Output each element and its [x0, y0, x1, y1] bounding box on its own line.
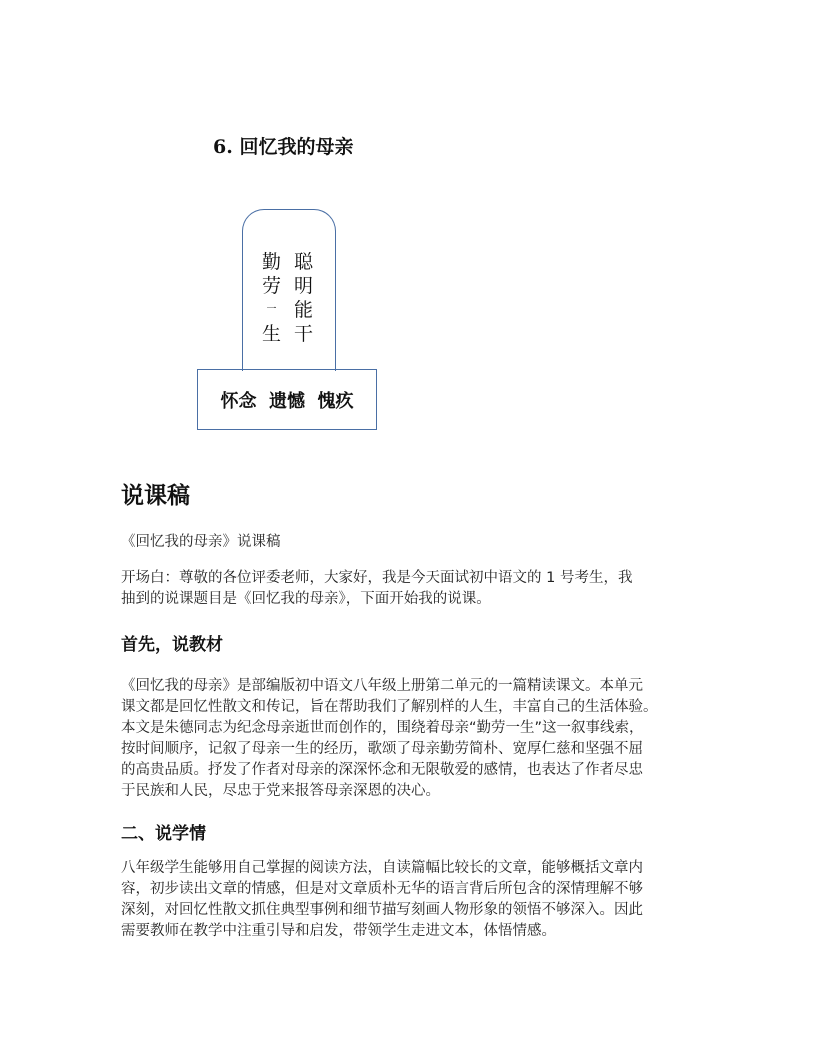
paragraph-line: 开场白：尊敬的各位评委老师，大家好，我是今天面试初中语文的 1 号考生，我	[121, 570, 633, 586]
section-heading-textbook: 首先，说教材	[121, 635, 223, 655]
document-heading: 说课稿	[121, 483, 190, 509]
tombstone-base: 怀念 遗憾 愧疚	[197, 369, 377, 430]
paragraph-line: 深刻，对回忆性散文抓住典型事例和细节描写刻画人物形象的领悟不够深入。因此	[121, 902, 643, 918]
stone-left-char: 劳	[262, 275, 282, 297]
document-subtitle	[121, 532, 721, 553]
paragraph-line: 课文都是回忆性散文和传记，旨在帮助我们了解别样的人生，丰富自己的生活体验。	[121, 699, 658, 715]
section-heading-students: 二、说学情	[121, 824, 206, 844]
stone-right-char: 明	[294, 275, 314, 297]
stone-left-char: 一	[266, 304, 277, 315]
textbook-paragraph	[121, 676, 721, 802]
paragraph-line: 需要教师在教学中注重引导和启发，带领学生走进文本，体悟情感。	[121, 923, 556, 939]
opening-paragraph	[121, 568, 721, 610]
paragraph-line: 按时间顺序，记叙了母亲一生的经历，歌颂了母亲勤劳简朴、宽厚仁慈和坚强不屈	[121, 741, 643, 757]
tombstone-board	[242, 209, 336, 371]
stone-right-char: 聪	[294, 251, 314, 273]
stone-right-char: 干	[294, 323, 314, 345]
paragraph-line: 本文是朱德同志为纪念母亲逝世而创作的，围绕着母亲“勤劳一生”这一叙事线索，	[121, 720, 644, 736]
paragraph-line: 的高贵品质。抒发了作者对母亲的深深怀念和无限敬爱的感情，也表达了作者尽忠	[121, 762, 643, 778]
subtitle-line: 《回忆我的母亲》说课稿	[121, 534, 281, 550]
stone-left-column	[262, 250, 281, 346]
stone-right-column	[294, 250, 313, 346]
paragraph-line: 抽到的说课题目是《回忆我的母亲》，下面开始我的说课。	[121, 591, 491, 607]
blackboard-title: 6. 回忆我的母亲	[213, 136, 354, 158]
stone-right-char: 能	[294, 299, 314, 321]
stone-left-char: 勤	[262, 251, 282, 273]
paragraph-line: 于民族和人民，尽忠于党来报答母亲深恩的决心。	[121, 783, 440, 799]
paragraph-line: 《回忆我的母亲》是部编版初中语文八年级上册第二单元的一篇精读课文。本单元	[121, 678, 643, 694]
students-paragraph	[121, 858, 721, 942]
stone-left-char: 生	[262, 323, 282, 345]
paragraph-line: 八年级学生能够用自己掌握的阅读方法，自读篇幅比较长的文章，能够概括文章内	[121, 860, 643, 876]
paragraph-line: 容，初步读出文章的情感，但是对文章质朴无华的语言背后所包含的深情理解不够	[121, 881, 643, 897]
